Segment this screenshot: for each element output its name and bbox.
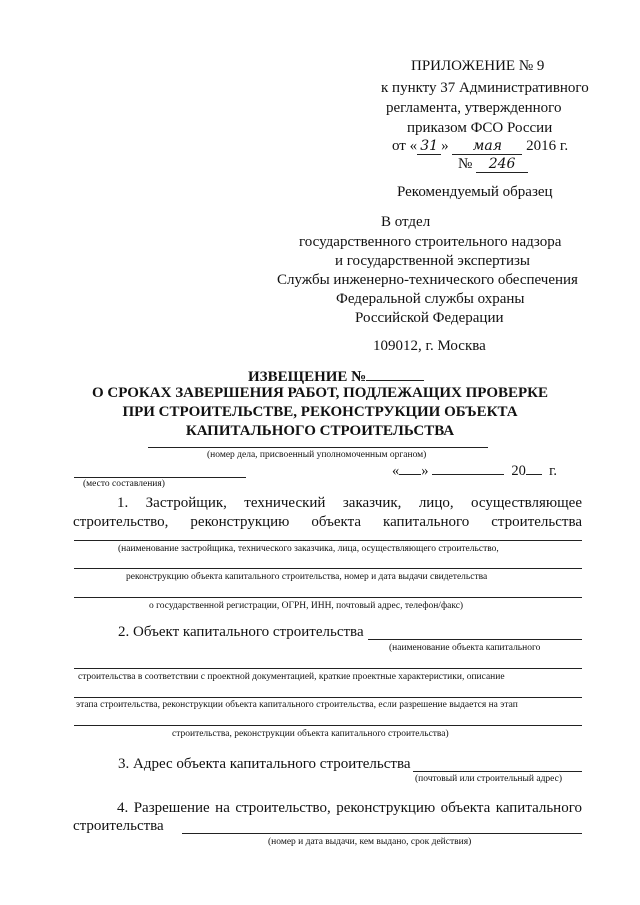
date-year: 2016 г. xyxy=(526,138,569,154)
section-1-hint-2: реконструкцию объекта капитального строительства, номер и дата выдачи свидетельства xyxy=(126,572,488,582)
section-1-field-2[interactable] xyxy=(74,568,582,569)
appendix-title: ПРИЛОЖЕНИЕ № 9 xyxy=(411,58,545,74)
date-mid: » xyxy=(441,138,449,154)
addressee-city: 109012, г. Москва xyxy=(373,338,486,354)
addressee-line-6: Российской Федерации xyxy=(355,310,504,326)
date-year-prefix: 20 xyxy=(511,463,526,479)
addressee-line-5: Федеральной службы охраны xyxy=(336,291,525,307)
section-3-hint-1: (почтовый или строительный адрес) xyxy=(415,774,562,784)
date-line xyxy=(392,462,557,480)
section-4-line-1: 4. Разрешение на строительство, реконструкцию объекта капитального xyxy=(117,800,582,816)
date-day-field[interactable] xyxy=(399,462,421,475)
section-1-field-3[interactable] xyxy=(74,597,582,598)
date-month-handwritten: мая xyxy=(452,138,522,155)
section-4-field[interactable] xyxy=(182,833,582,834)
addressee-line-3: и государственной экспертизы xyxy=(335,253,531,269)
date-year-field[interactable] xyxy=(526,462,542,475)
section-1-field-1[interactable] xyxy=(74,540,582,541)
date-prefix: от « xyxy=(392,138,418,154)
date-month-field[interactable] xyxy=(432,462,504,475)
section-1-line-2: строительство, реконструкцию объекта капитального строительства xyxy=(73,514,582,530)
addressee-line-1: В отдел xyxy=(381,214,431,230)
section-1-hint-1: (наименование застройщика, технического заказчика, лица, осуществляющего строительство, xyxy=(118,544,499,554)
section-2-hint-4: строительства, реконструкции объекта капитального строительства) xyxy=(172,729,449,739)
date-year-suffix: г. xyxy=(549,463,558,479)
notice-number-blank[interactable] xyxy=(366,366,424,381)
appendix-date xyxy=(392,138,568,155)
notice-heading-line-2: О СРОКАХ ЗАВЕРШЕНИЯ РАБОТ, ПОДЛЕЖАЩИХ ПРОВЕРКЕ xyxy=(91,385,549,401)
case-number-field[interactable] xyxy=(148,447,488,448)
addressee-line-4: Службы инженерно-технического обеспечения xyxy=(277,272,578,288)
section-4-hint-1: (номер и дата выдачи, кем выдано, срок действия) xyxy=(268,837,472,847)
notice-title-text: ИЗВЕЩЕНИЕ № xyxy=(248,369,367,385)
section-4-line-2: строительства xyxy=(73,818,164,834)
section-2-field-1[interactable] xyxy=(74,668,582,669)
notice-heading-line-4: КАПИТАЛЬНОГО СТРОИТЕЛЬСТВА xyxy=(185,423,455,439)
section-2-field-inline[interactable] xyxy=(368,639,582,640)
date-open-quote: « xyxy=(392,463,400,479)
notice-heading-line-3: ПРИ СТРОИТЕЛЬСТВЕ, РЕКОНСТРУКЦИИ ОБЪЕКТА xyxy=(122,404,518,420)
place-field[interactable] xyxy=(74,477,246,478)
addressee-line-2: государственного строительного надзора xyxy=(299,234,562,250)
number-handwritten: 246 xyxy=(476,156,528,173)
appendix-line-3: приказом ФСО России xyxy=(407,120,553,136)
section-1-line-1: 1. Застройщик, технический заказчик, лицо, осуществляющее xyxy=(117,495,582,511)
section-2-hint-2: строительства в соответствии с проектной документацией, краткие проектные характеристики, описание xyxy=(78,672,505,682)
section-2-field-2[interactable] xyxy=(74,697,582,698)
number-sign: № xyxy=(458,156,473,172)
section-3-field[interactable] xyxy=(413,771,582,772)
section-2-field-3[interactable] xyxy=(74,725,582,726)
date-close-quote: » xyxy=(421,463,429,479)
section-2-hint-3: этапа строительства, реконструкции объекта капитального строительства, если разрешение выдается на этап xyxy=(76,700,518,710)
section-2-hint-1: (наименование объекта капитального xyxy=(389,643,541,653)
date-day-handwritten: 31 xyxy=(417,138,441,155)
appendix-line-1: к пункту 37 Административного xyxy=(381,80,589,96)
section-1-hint-3: о государственной регистрации, ОГРН, ИНН, почтовый адрес, телефон/факс) xyxy=(149,601,464,611)
notice-title xyxy=(248,366,424,386)
appendix-line-2: регламента, утвержденного xyxy=(386,100,562,116)
case-number-hint: (номер дела, присвоенный уполномоченным органом) xyxy=(207,450,427,460)
recommended-sample: Рекомендуемый образец xyxy=(397,184,553,200)
place-hint: (место составления) xyxy=(83,479,165,489)
section-3-line-1: 3. Адрес объекта капитального строительства xyxy=(118,756,411,772)
appendix-number xyxy=(458,156,528,173)
section-2-line-1: 2. Объект капитального строительства xyxy=(118,624,364,640)
